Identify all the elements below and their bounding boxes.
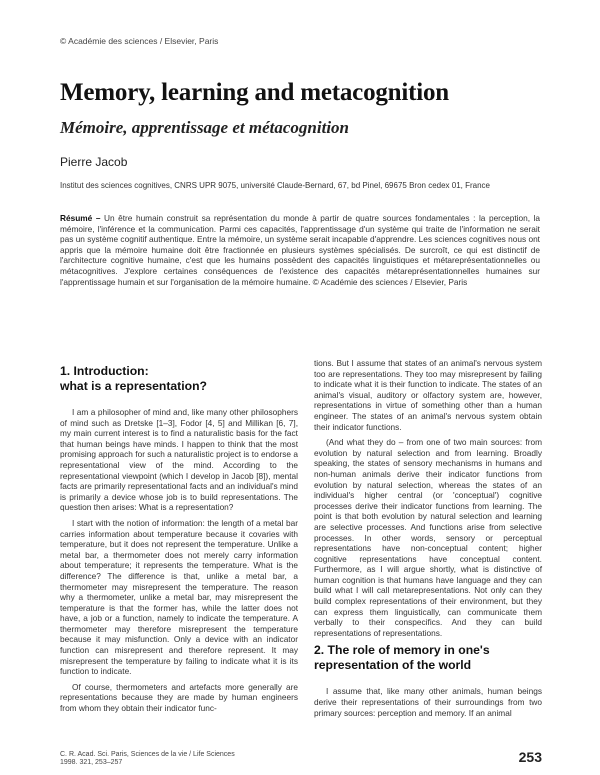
page-number: 253 bbox=[518, 749, 542, 765]
journal-issn: 1998. 321, 253–257 bbox=[60, 759, 123, 766]
article-title: Memory, learning and metacognition bbox=[60, 79, 450, 106]
paragraph: I start with the notion of information: the length of a metal bar carries information about temperature because it covaries with temperature, but it does not represent the temperature. Unlike a metal bar, a thermometer does not merely carry information about temperature; it represents the temperature. What is the difference? The difference is that, unlike a metal bar, a thermometer may misrepresent the temperature. The reason why a thermometer, unlike a metal bar, may misrepresent the temperature is that the former has, while the latter does not have, a job or a function, namely to indicate the temperature. A thermometer may therefore misrepresent the temperature because it may misfunction. Only a device with an indicator function can misrepresent and therefore represent. It may misrepresent the temperature by failing to indicate what it is its function to indicate. bbox=[60, 517, 298, 677]
paragraph: (And what they do – from one of two main sources: from evolution by natural selection and from learning. Broadly speaking, the states of sensory mechanisms in humans and non-human animals derive their indicator functions from evolution by natural selection, whereas the states of an individual's higher central (or 'conceptual') cognitive processes derive their indicator functions from learning. The point is that both evolution by natural selection and learning are selective processes. And functions arise from selective processes. In other words, sensory or perceptual representations have non-conceptual content; higher cognitive representations have conceptual content. Furthermore, as I will argue shortly, what is distinctive of human cognition is that humans have language and they can build what I will call metarepresentations. Not only can they build complex representations of their environment, but they can express them linguistically, can communicate them verbally to their conspecifics. And they can build representations of representations. bbox=[314, 437, 542, 638]
abstract bbox=[60, 213, 540, 287]
copyright-notice: © Académie des sciences / Elsevier, Paris bbox=[60, 36, 219, 46]
journal-citation bbox=[60, 751, 235, 767]
section-1-heading-line2: what is a representation? bbox=[60, 379, 207, 393]
abstract-text: Un être humain construit sa représentation du monde à partir de quatre sources fondamentales : la perception, la mémoire, l'inférence et la communication. Parmi ces capacités, l'apprentissage d'un système qui traite de l'information ne serait pas un système cognitif authentique. Entre la mémoire, un système serait incapable d'apprendre. Les sciences cognitives nous ont appris que la mémoire humaine doit être fractionnée en plusieurs systèmes spécialisés. De surcroît, ce qui est distinctif de l'architecture cognitive humaine, c'est que les humains possèdent des capacités linguistiques et métareprésentationnelles ou métacognitives. J'explore certaines conséquences de l'existence des capacités métareprésentationnelles humaines sur l'apprentissage humain et sur l'organisation de la mémoire humaine. © Académie des sciences / Elsevier, Paris bbox=[60, 213, 541, 287]
section-1-heading-line1: 1. Introduction: bbox=[60, 364, 149, 378]
left-column bbox=[60, 364, 298, 719]
paragraph: I am a philosopher of mind and, like many other philosophers of mind such as Dretske [1–3], Fodor [4, 5] and Millikan [6, 7], my main current interest is to find a naturalistic basis for the fact that human beings have minds. I happen to think that the most promising approach for such a naturalistic project is to endorse a representational view of the mind. According to the representational viewpoint (which I develop in Jacob [8]), mental facts are primarily representational facts and an individual's mind is primarily a device whose job is to build representations. The question then arises: What is a representation? bbox=[60, 407, 298, 513]
journal-name: C. R. Acad. Sci. Paris, Sciences de la vie / Life Sciences bbox=[60, 751, 235, 758]
author-affiliation: Institut des sciences cognitives, CNRS UPR 9075, université Claude-Bernard, 67, bd Pinel, 69675 Bron cedex 01, France bbox=[60, 181, 491, 190]
section-1-heading bbox=[60, 364, 298, 394]
section-2-heading-line2: representation of the world bbox=[314, 658, 472, 673]
author-name: Pierre Jacob bbox=[60, 155, 128, 169]
paragraph: I assume that, like many other animals, human beings derive their representations of their surroundings from two primary sources: perception and memory. If an animal bbox=[314, 686, 542, 718]
right-column bbox=[314, 358, 542, 723]
article-subtitle: Mémoire, apprentissage et métacognition bbox=[60, 118, 349, 137]
section-2-heading-line1: 2. The role of memory in one's bbox=[314, 643, 490, 658]
abstract-label: Résumé – bbox=[60, 213, 101, 223]
section-2-heading bbox=[314, 643, 542, 673]
paragraph: Of course, thermometers and artefacts more generally are representations because they are made by human engineers from whom they obtain their indicator func- bbox=[60, 681, 298, 714]
paragraph: tions. But I assume that states of an animal's nervous system too are representations. They too may misrepresent by failing to indicate what it is their function to indicate. The states of an animal's visual, auditory or olfactory system are, however, representations in virtue of something other than a human engineer. The states of an animal's nervous system obtain their indicator functions. bbox=[314, 358, 542, 432]
